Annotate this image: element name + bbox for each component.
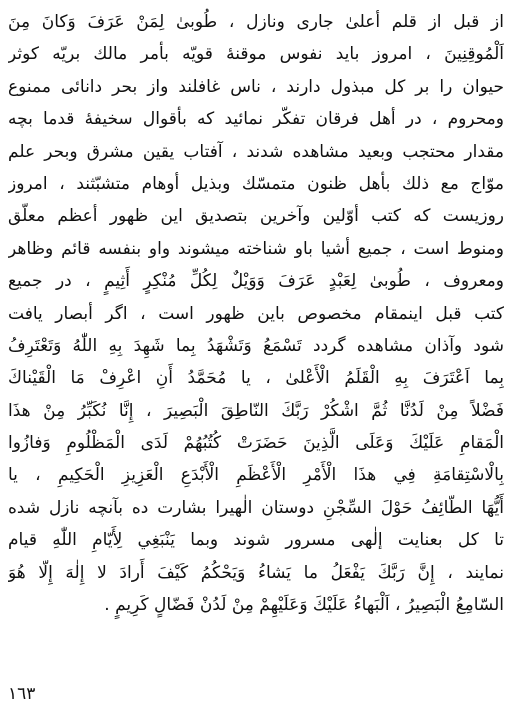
text-line: السّامِعُ الْبَصِيرُ ، اَلْبَهاءُ عَلَيْكَ وَعَلَيْهِمْ مِنْ لَدُنْ فَضّالٍ كَرِيمٍ . — [104, 595, 504, 616]
text-line: ومحروم ، در أهل فرقان تفكّر نمائيد كه بأقوال سخيفهٔ قدما بچه — [8, 109, 504, 130]
text-line: بِالْاسْتِقامَةِ فِي هذَا الْأَمْرِ الْأَعْظَمِ الْأَبْدَعِ الْعَزِيزِ الْحَكِيمِ ، يا — [8, 465, 504, 486]
text-line: اَلْمُوقِنِينَ ، امروز باید نفوس موقنهٔ قويّه بأمر مالك بريّه كوثر — [8, 44, 504, 65]
text-line: شود وآذان مشاهده گردد تَسْمَعُ وَتَشْهَدُ بِما شَهِدَ بِهِ اللّٰهُ وَتَعْتَرِفُ — [8, 335, 504, 356]
text-line: كتب قبل اينمقام مخصوص باين ظهور است ، اگر أبصار يافت — [8, 303, 504, 324]
page-number: ١٦٣ — [8, 684, 36, 704]
text-line: أَيُّهَا الطّائِفُ حَوْلَ السِّجْنِ دوستان الٰهيرا بشارت ده بآنچه نازل شده — [8, 497, 504, 518]
text-line: حيوان را بر كل مبذول دارند ، ناس غافلند واز بحر دانائى ممنوع — [8, 76, 504, 97]
text-line: تا كل بعنايت إلٰهى مسرور شوند وبما يَنْبَغِي لِأَيّامِ اللّٰهِ قيام — [8, 530, 504, 551]
text-line: الْمَقامِ عَلَيْكَ وَعَلَى الَّذِينَ حَضَرَتْ كُتُبُهُمْ لَدَى الْمَظْلُومِ وَفازُوا — [8, 433, 504, 454]
text-line: موّاج مع ذلك بأهل ظنون متمسّك وبذيل أوهام متشبّثند ، امروز — [8, 173, 504, 194]
text-line: از قبل از قلم أعلىٰ جاری ونازل ، طُوبىٰ لِمَنْ عَرَفَ وَكانَ مِنَ — [8, 12, 504, 32]
text-line: بِما اَعْتَرَفَ بِهِ الْقَلَمُ الْأَعْلىٰ ، يا مُحَمَّدُ أَنِ اعْرِفْ مَا الْقَيْناكَ — [8, 368, 504, 389]
text-line: مقدار محتجب وبعيد مشاهده شدند ، آفتاب يقين مشرق وبحر علم — [8, 141, 504, 162]
text-line: فَضْلاً مِنْ لَدُنَّا ثُمَّ اشْكُرْ رَبَّكَ النّاطِقَ الْبَصِيرَ ، إِنَّا نُكَبِّرُ مِنْ هذَا — [8, 400, 504, 421]
text-line: نمايند ، إِنَّ رَبَّكَ يَفْعَلُ ما يَشاءُ وَيَحْكُمُ كَيْفَ أَرادَ لا إِلٰهَ إِلّا هُوَ — [8, 562, 504, 583]
text-line: روزيست كه كتب أوّلين وآخرين بتصديق اين ظهور أعظم معلّق — [8, 206, 504, 227]
text-line: ومعروف ، طُوبىٰ لِعَبْدٍ عَرَفَ وَوَيْلٌ لِكُلِّ مُنْكِرٍ أَثِيمٍ ، در جميع — [8, 271, 504, 292]
document-page — [8, 6, 504, 686]
text-line: ومنوط است ، جميع أشيا باو شناخته ميشوند واو بنفسه قائم وظاهر — [8, 238, 504, 259]
